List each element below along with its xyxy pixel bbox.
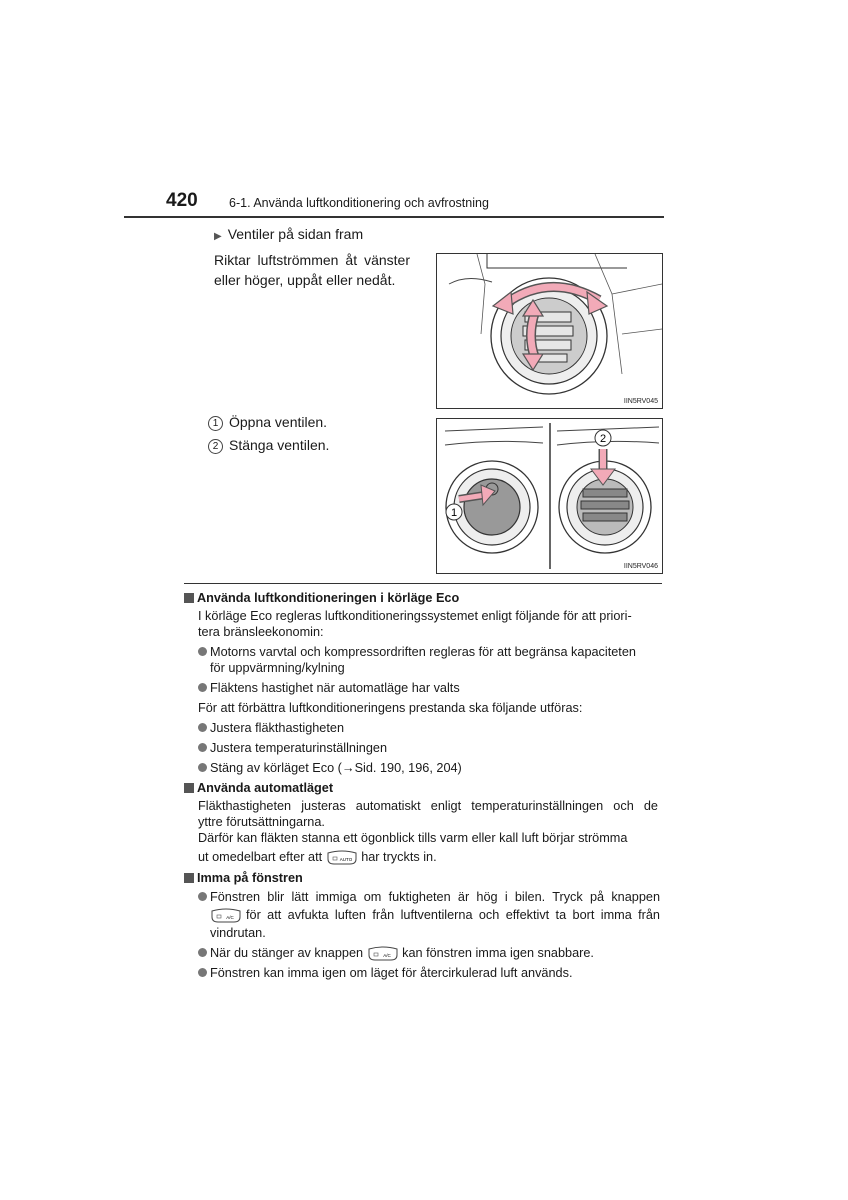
square-icon (184, 593, 194, 603)
auto-line-4-start: ut omedelbart efter att (198, 850, 323, 864)
ac-button-label: A/C (382, 952, 391, 958)
square-icon (184, 783, 194, 793)
fog-bullet-1-cont (210, 907, 660, 924)
vent-open-close-figure (436, 418, 663, 574)
subsection-heading-text: Ventiler på sidan fram (227, 226, 364, 242)
section-rule (184, 583, 662, 584)
eco-intro-1: I körläge Eco regleras luftkonditioneringssystemet enligt följande för att priori- (198, 609, 632, 623)
auto-line-4 (198, 849, 437, 866)
bullet-text: Motorns varvtal och kompressordriften regleras för att begränsa kapaciteten (210, 645, 636, 659)
bullet-text: Fönstren blir lätt immiga om fuktigheten är hög i bilen. Tryck på knappen (210, 890, 660, 904)
auto-line-1: Fläkthastigheten justeras automatiskt enligt temperaturinställningen och de (198, 799, 658, 813)
bullet-text: Justera fläkthastigheten (210, 721, 345, 735)
eco-title-text: Använda luftkonditioneringen i körläge Eco (197, 591, 460, 605)
eco-improve: För att förbättra luftkonditioneringens prestanda ska följande utföras: (198, 701, 583, 715)
fog-bullet-3 (198, 965, 572, 982)
bullet-icon (198, 948, 207, 957)
bullet-icon (198, 968, 207, 977)
step-text: Öppna ventilen. (229, 414, 328, 430)
header-rule (124, 216, 664, 218)
auto-title (184, 780, 333, 797)
auto-button-label: AUTO (339, 856, 352, 862)
eco-bullet-4 (198, 740, 387, 757)
fog-title (184, 870, 303, 887)
eco-bullet-2 (198, 680, 460, 697)
bullet-text: Stäng av körläget Eco (→Sid. 190, 196, 204) (210, 761, 462, 775)
eco-bullet-5 (198, 760, 462, 777)
fog-bullet-1 (198, 889, 660, 906)
eco-bullet-1 (198, 644, 636, 661)
fog-bullet-2 (198, 945, 594, 962)
auto-button-icon (326, 850, 358, 866)
page-number: 420 (166, 190, 198, 211)
figure-code: IIN5RV046 (623, 563, 658, 570)
step-text: Stänga ventilen. (229, 437, 330, 453)
bullet-icon (198, 763, 207, 772)
auto-line-3: Därför kan fläkten stanna ett ögonblick tills varm eller kall luft börjar strömma (198, 831, 628, 845)
bullet-icon (198, 723, 207, 732)
fog-bullet-1-end: vindrutan. (210, 926, 266, 940)
ac-button-icon (210, 908, 242, 924)
section-title: 6-1. Använda luftkonditionering och avfrostning (229, 196, 489, 210)
bullet-text: När du stänger av knappen (210, 946, 364, 960)
fog-title-text: Imma på fönstren (197, 871, 303, 885)
side-vents-description: Riktar luftströmmen åt vänster eller höger, uppåt eller nedåt. (214, 252, 410, 288)
vent-direction-figure (436, 253, 663, 409)
bullet-text: Justera temperaturinställningen (210, 741, 388, 755)
callout-2: 2 (599, 433, 607, 445)
vent-illustration (437, 254, 662, 408)
bullet-text: Fläktens hastighet när automatläge har valts (210, 681, 460, 695)
bullet-icon (198, 683, 207, 692)
ac-button-label: A/C (226, 914, 234, 920)
subsection-heading (214, 225, 363, 246)
vent-open-close-illustration (437, 419, 662, 573)
eco-bullet-1-cont: för uppvärmning/kylning (210, 661, 345, 675)
bullet-icon (198, 892, 207, 901)
auto-line-4-end: har tryckts in. (361, 850, 437, 864)
bullet-text-end: kan fönstren imma igen snabbare. (402, 946, 594, 960)
bullet-icon (198, 647, 207, 656)
bullet-icon (198, 743, 207, 752)
square-icon (184, 873, 194, 883)
eco-intro-2: tera bränsleekonomin: (198, 625, 324, 639)
figure-code: IIN5RV045 (623, 398, 658, 405)
step-number: 2 (208, 439, 223, 454)
step-2 (208, 437, 329, 454)
eco-bullet-3 (198, 720, 344, 737)
step-number: 1 (208, 416, 223, 431)
step-1 (208, 414, 327, 431)
auto-line-2: yttre förutsättningarna. (198, 815, 325, 829)
bullet-text-cont: för att avfukta luften från luftventilerna och effektivt ta bort imma från (246, 908, 660, 922)
callout-1: 1 (450, 507, 458, 519)
auto-title-text: Använda automatläget (197, 781, 334, 795)
bullet-text: Fönstren kan imma igen om läget för återcirkulerad luft används. (210, 966, 573, 980)
triangle-icon: ▶ (214, 231, 222, 242)
ac-button-icon (367, 946, 399, 962)
eco-title (184, 590, 459, 607)
